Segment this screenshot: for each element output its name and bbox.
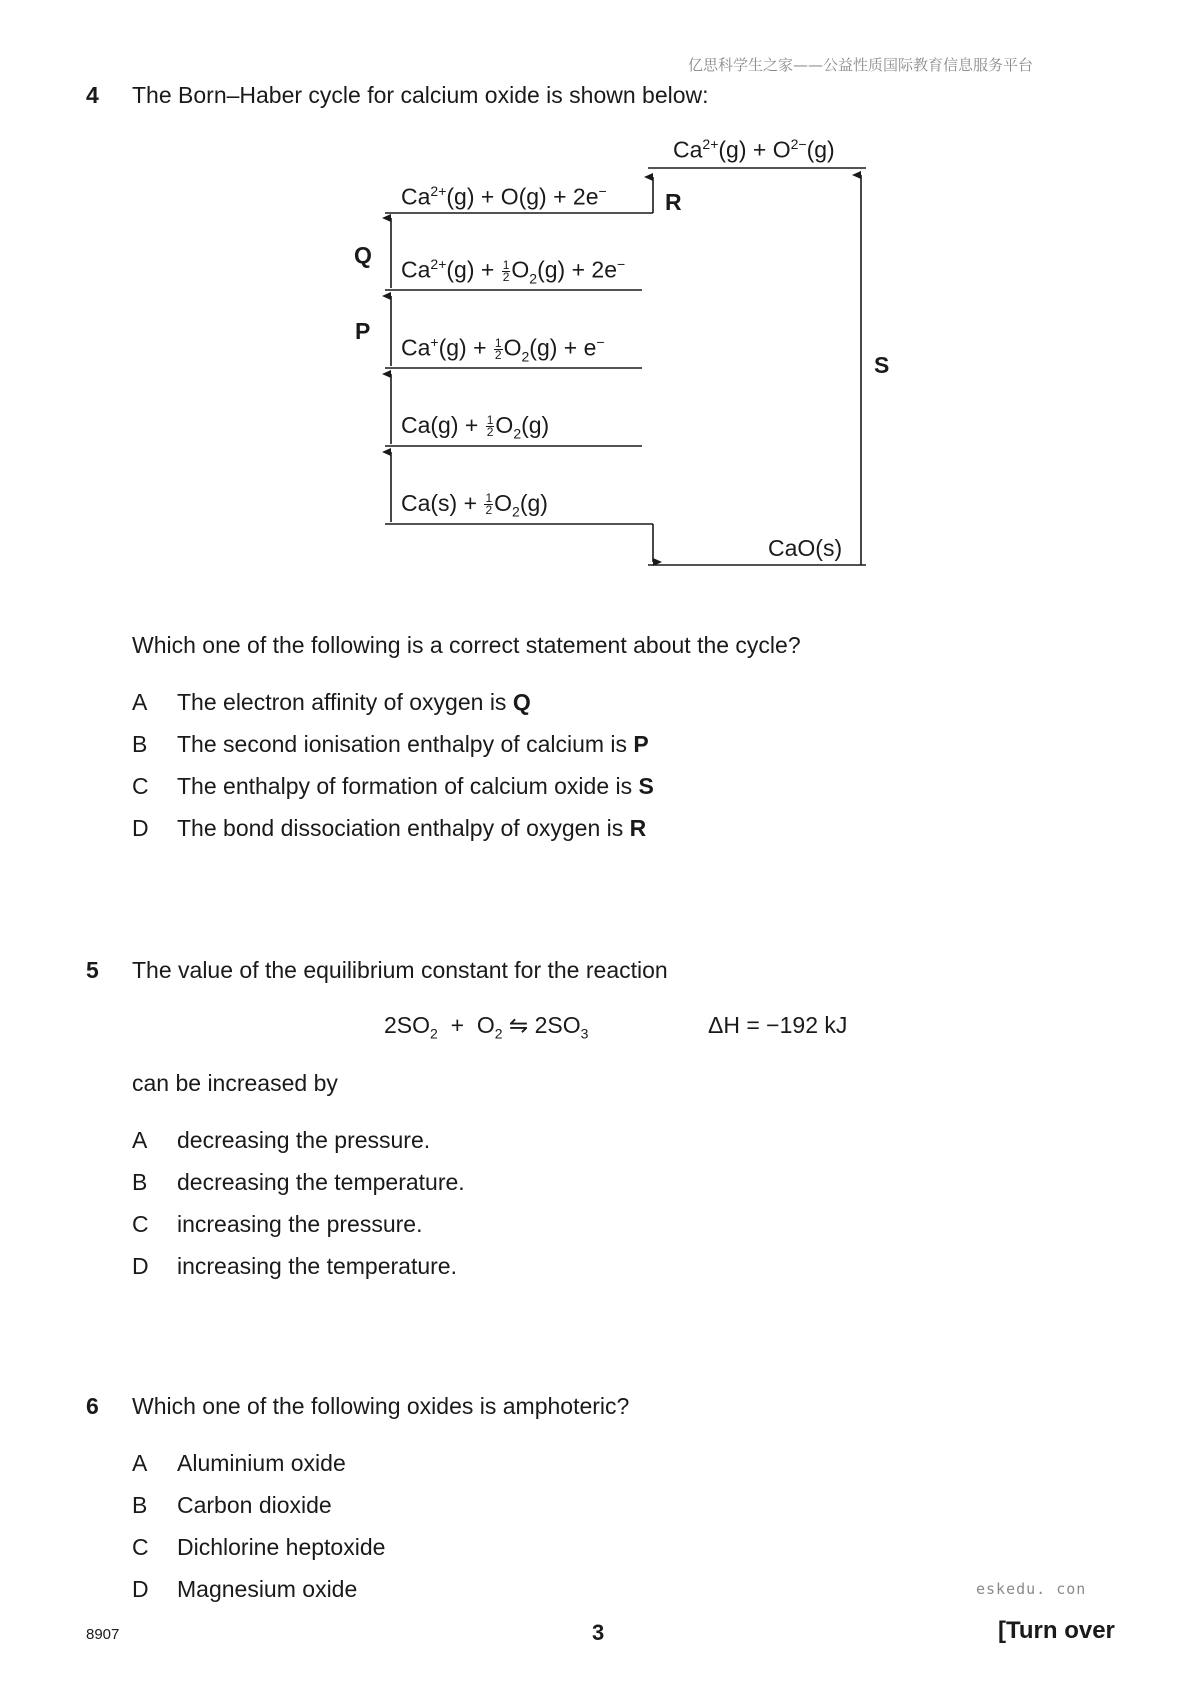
level-label-4: $Ca^{2+}(g)$ + $\frac{1}{2}$ $O_2(g) + 2e^-$ <box>401 256 626 287</box>
level-label-top-right: $Ca^{2+}(g) + O^{2-}(g)$ <box>673 136 835 163</box>
q4-option-a-text[interactable]: The electron affinity of oxygen is Q <box>177 689 531 715</box>
question-5-number: 5 <box>86 957 99 983</box>
question-4-prompt: Which one of the following is a correct statement about the cycle? <box>132 632 801 658</box>
step-label-q: Q <box>354 242 372 268</box>
question-4-number: 4 <box>86 82 99 108</box>
q4-option-b-letter[interactable]: B <box>132 731 148 757</box>
level-label-2: Ca(g) + $\frac{1}{2}$ $O_2(g)$ <box>401 412 550 442</box>
level-label-bottom-right: CaO(s) <box>768 535 843 561</box>
enthalpy-change: ΔH = −192 kJ <box>708 1012 848 1038</box>
question-6-number: 6 <box>86 1393 99 1419</box>
q4-option-c-letter[interactable]: C <box>132 773 149 799</box>
q6-option-a-letter[interactable]: A <box>132 1450 148 1476</box>
question-6-stem: Which one of the following oxides is amphoteric? <box>132 1393 630 1419</box>
q4-option-d-text[interactable]: The bond dissociation enthalpy of oxygen is R <box>177 815 647 841</box>
q4-option-b-text[interactable]: The second ionisation enthalpy of calcium is P <box>177 731 649 757</box>
q6-option-d-letter[interactable]: D <box>132 1576 149 1602</box>
step-label-r: R <box>665 189 682 215</box>
level-label-3: Ca+(g) + $\frac{1}{2}$ $O_2(g) + e^-$ <box>401 334 605 365</box>
question-4-stem: The Born–Haber cycle for calcium oxide is shown below: <box>132 82 709 108</box>
q6-option-b-text[interactable]: Carbon dioxide <box>177 1492 332 1518</box>
q4-option-d-letter[interactable]: D <box>132 815 149 841</box>
step-label-s: S <box>874 352 890 378</box>
q6-option-b-letter[interactable]: B <box>132 1492 148 1518</box>
level-label-1: Ca(s) + $\frac{1}{2}$ $O_2(g)$ <box>401 490 548 520</box>
q5-option-d-text[interactable]: increasing the temperature. <box>177 1253 457 1279</box>
q5-option-a-letter[interactable]: A <box>132 1127 148 1153</box>
born-haber-diagram <box>0 0 1191 620</box>
page-number: 3 <box>592 1620 605 1645</box>
q6-option-d-text[interactable]: Magnesium oxide <box>177 1576 358 1602</box>
level-label-5: $Ca^{2+}(g) + O(g) + 2e^-$ <box>401 183 607 210</box>
q5-option-a-text[interactable]: decreasing the pressure. <box>177 1127 431 1153</box>
q6-option-a-text[interactable]: Aluminium oxide <box>177 1450 346 1476</box>
fraction-half: $\frac{1}{2}$ <box>494 336 502 363</box>
fraction-half: $\frac{1}{2}$ <box>486 413 494 440</box>
fraction-half: $\frac{1}{2}$ <box>502 258 510 285</box>
fraction-half: $\frac{1}{2}$ <box>485 491 493 518</box>
step-label-p: P <box>355 318 371 344</box>
q6-option-c-text[interactable]: Dichlorine heptoxide <box>177 1534 386 1560</box>
q5-option-c-text[interactable]: increasing the pressure. <box>177 1211 423 1237</box>
q6-option-c-letter[interactable]: C <box>132 1534 149 1560</box>
q4-option-a-letter[interactable]: A <box>132 689 148 715</box>
paper-code: 8907 <box>86 1626 120 1643</box>
reaction-equation: $2SO_2 + O_2$ ⇋ $2SO_3$ <box>384 1012 589 1042</box>
q5-option-b-text[interactable]: decreasing the temperature. <box>177 1169 465 1195</box>
equilibrium-arrow-icon: ⇋ <box>508 1012 529 1038</box>
q4-option-c-text[interactable]: The enthalpy of formation of calcium oxide is S <box>177 773 654 799</box>
turn-over-label: [Turn over <box>998 1617 1115 1644</box>
question-5-follow: can be increased by <box>132 1070 338 1096</box>
q5-option-c-letter[interactable]: C <box>132 1211 149 1237</box>
footer-watermark: eskedu. con <box>976 1580 1087 1598</box>
q5-option-b-letter[interactable]: B <box>132 1169 148 1195</box>
q5-option-d-letter[interactable]: D <box>132 1253 149 1279</box>
question-5-stem: The value of the equilibrium constant for the reaction <box>132 957 668 983</box>
header-watermark: 亿思科学生之家——公益性质国际教育信息服务平台 <box>688 56 1034 74</box>
